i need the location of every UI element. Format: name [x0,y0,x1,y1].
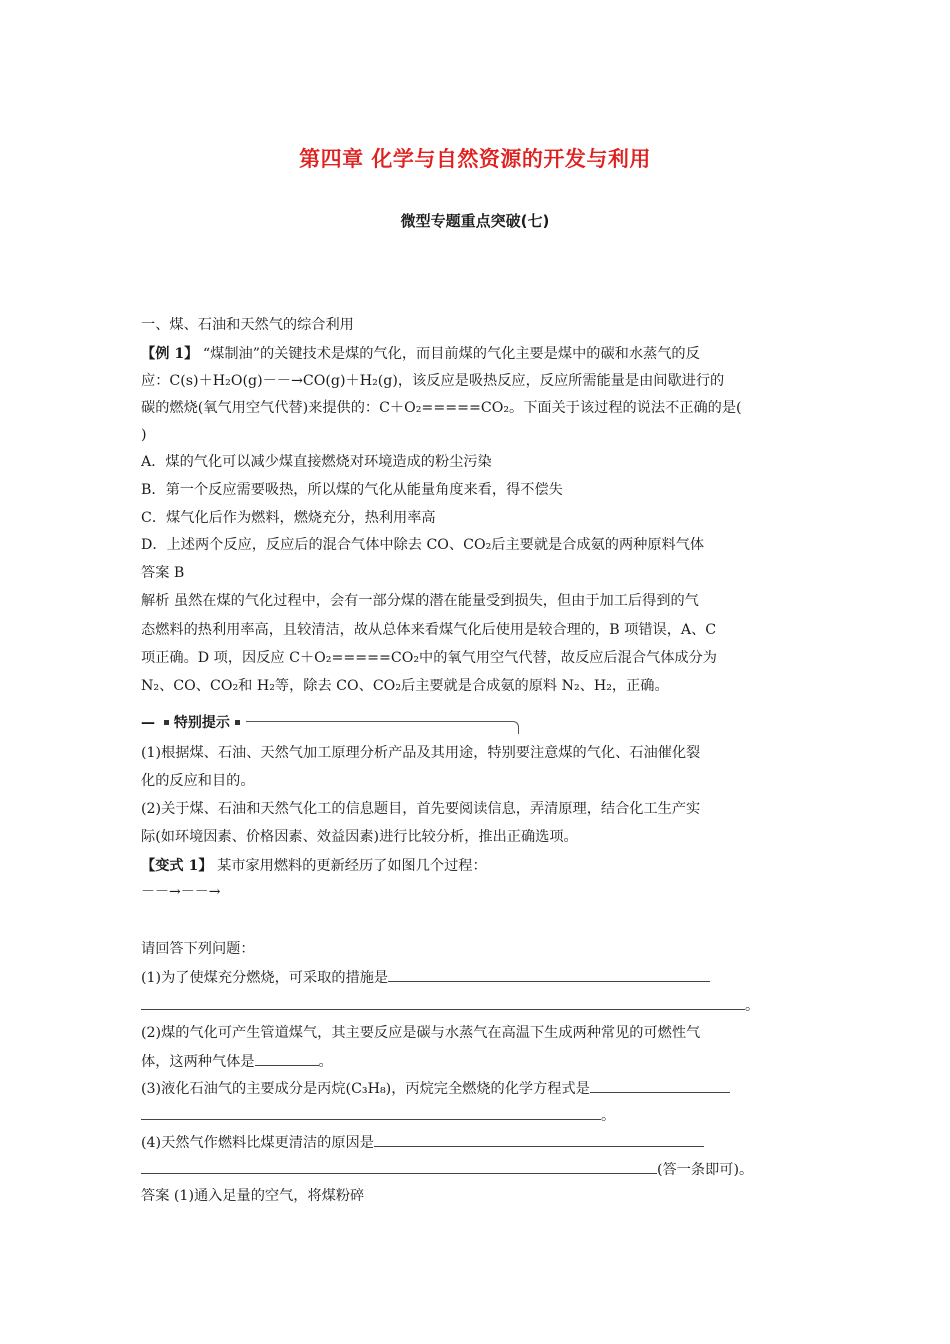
question-1-cont [141,994,759,1016]
tip-p2-line-2: 际(如环境因素、价格因素、效益因素)进行比较分析，推出正确选项。 [141,829,578,845]
analysis-line-3: 项正确。D 项，因反应 C＋O₂=====CO₂中的氧气用空气代替，故反应后混合气体成分为 [141,650,717,666]
question-4-text: (4)天然气作燃料比煤更清洁的原因是 [141,1135,374,1151]
example-line-4: ) [141,427,147,443]
question-3-blank-a[interactable] [590,1077,730,1093]
question-2-end: 。 [318,1054,333,1070]
tip-heading [141,712,246,732]
question-4-blank-b[interactable] [141,1158,657,1174]
question-1-blank-a[interactable] [388,966,710,982]
variant-prompt: 请回答下列问题： [141,941,255,957]
question-3 [141,1077,730,1099]
special-tip-header [141,715,519,735]
question-3-cont [141,1104,615,1126]
question-2-text: 体，这两种气体是 [141,1054,255,1070]
variant-tag: 【变式 1】 [141,858,213,874]
example-line-1 [141,344,700,364]
example-answer: 答案 B [141,565,185,581]
question-3-end: 。 [601,1108,616,1124]
question-4-end: (答一条即可)。 [657,1162,754,1178]
variant-answer: 答案 (1)通入足量的空气，将煤粉碎 [141,1188,365,1204]
option-a: A．煤的气化可以减少煤直接燃烧对环境造成的粉尘污染 [141,454,492,470]
tip-p1-line-2: 化的反应和目的。 [141,773,255,789]
question-1-text: (1)为了使煤充分燃烧，可采取的措施是 [141,970,389,986]
option-c: C．煤气化后作为燃料，燃烧充分，热利用率高 [141,510,436,526]
example-line-3: 碳的燃烧(氧气用空气代替)来提供的：C＋O₂=====CO₂。下面关于该过程的说法不正确的是( [141,400,742,416]
tip-p1-line-1: (1)根据煤、石油、天然气加工原理分析产品及其用途，特别要注意煤的气化、石油催化裂 [141,745,701,761]
question-3-blank-b[interactable] [141,1104,601,1120]
example-text-1: “煤制油”的关键技术是煤的气化，而目前煤的气化主要是煤中的碳和水蒸气的反 [198,346,700,362]
page-subtitle: 微型专题重点突破(七) [400,212,550,230]
question-2-line-1: (2)煤的气化可产生管道煤气，其主要反应是碳与水蒸气在高温下生成两种常见的可燃性气 [141,1025,701,1041]
question-1-blank-b[interactable] [141,994,745,1010]
question-4-cont [141,1158,753,1180]
example-line-2: 应：C(s)＋H₂O(g)－－→CO(g)＋H₂(g)，该反应是吸热反应，反应所需能量是由间歇进行的 [141,373,725,389]
analysis-line-2: 态燃料的热利用率高，且较清洁，故从总体来看煤气化后使用是较合理的，B 项错误，A、C [141,622,717,638]
section-heading: 一、煤、石油和天然气的综合利用 [141,317,354,333]
tip-p2-line-1: (2)关于煤、石油和天然气化工的信息题目，首先要阅读信息，弄清原理，结合化工生产实 [141,801,701,817]
example-tag: 【例 1】 [141,346,199,362]
page-title: 第四章 化学与自然资源的开发与利用 [299,147,651,171]
question-4 [141,1131,704,1153]
tip-square-icon-end [235,720,240,725]
question-1-end: 。 [745,998,760,1014]
question-2-blank[interactable] [255,1050,319,1066]
process-flow-arrows: －－→－－→ [141,884,221,900]
option-d: D．上述两个反应，反应后的混合气体中除去 CO、CO₂后主要就是合成氨的两种原料气体 [141,537,705,553]
analysis-line-4: N₂、CO、CO₂和 H₂等，除去 CO、CO₂后主要就是合成氨的原料 N₂、H₂，正确。 [141,678,669,694]
variant-text: 某市家用燃料的更新经历了如图几个过程： [212,858,487,874]
question-2-line-2 [141,1050,333,1072]
tip-dash: — [141,715,155,731]
tip-square-icon [164,720,169,725]
question-3-text: (3)液化石油气的主要成分是丙烷(C₃H₈)，丙烷完全燃烧的化学方程式是 [141,1081,590,1097]
analysis-line-1: 解析 虽然在煤的气化过程中，会有一部分煤的潜在能量受到损失，但由于加工后得到的气 [141,593,699,609]
variant-line [141,856,487,876]
question-1 [141,966,710,988]
option-b: B．第一个反应需要吸热，所以煤的气化从能量角度来看，得不偿失 [141,482,563,498]
question-4-blank-a[interactable] [374,1131,704,1147]
tip-heading-text: 特别提示 [173,715,230,731]
